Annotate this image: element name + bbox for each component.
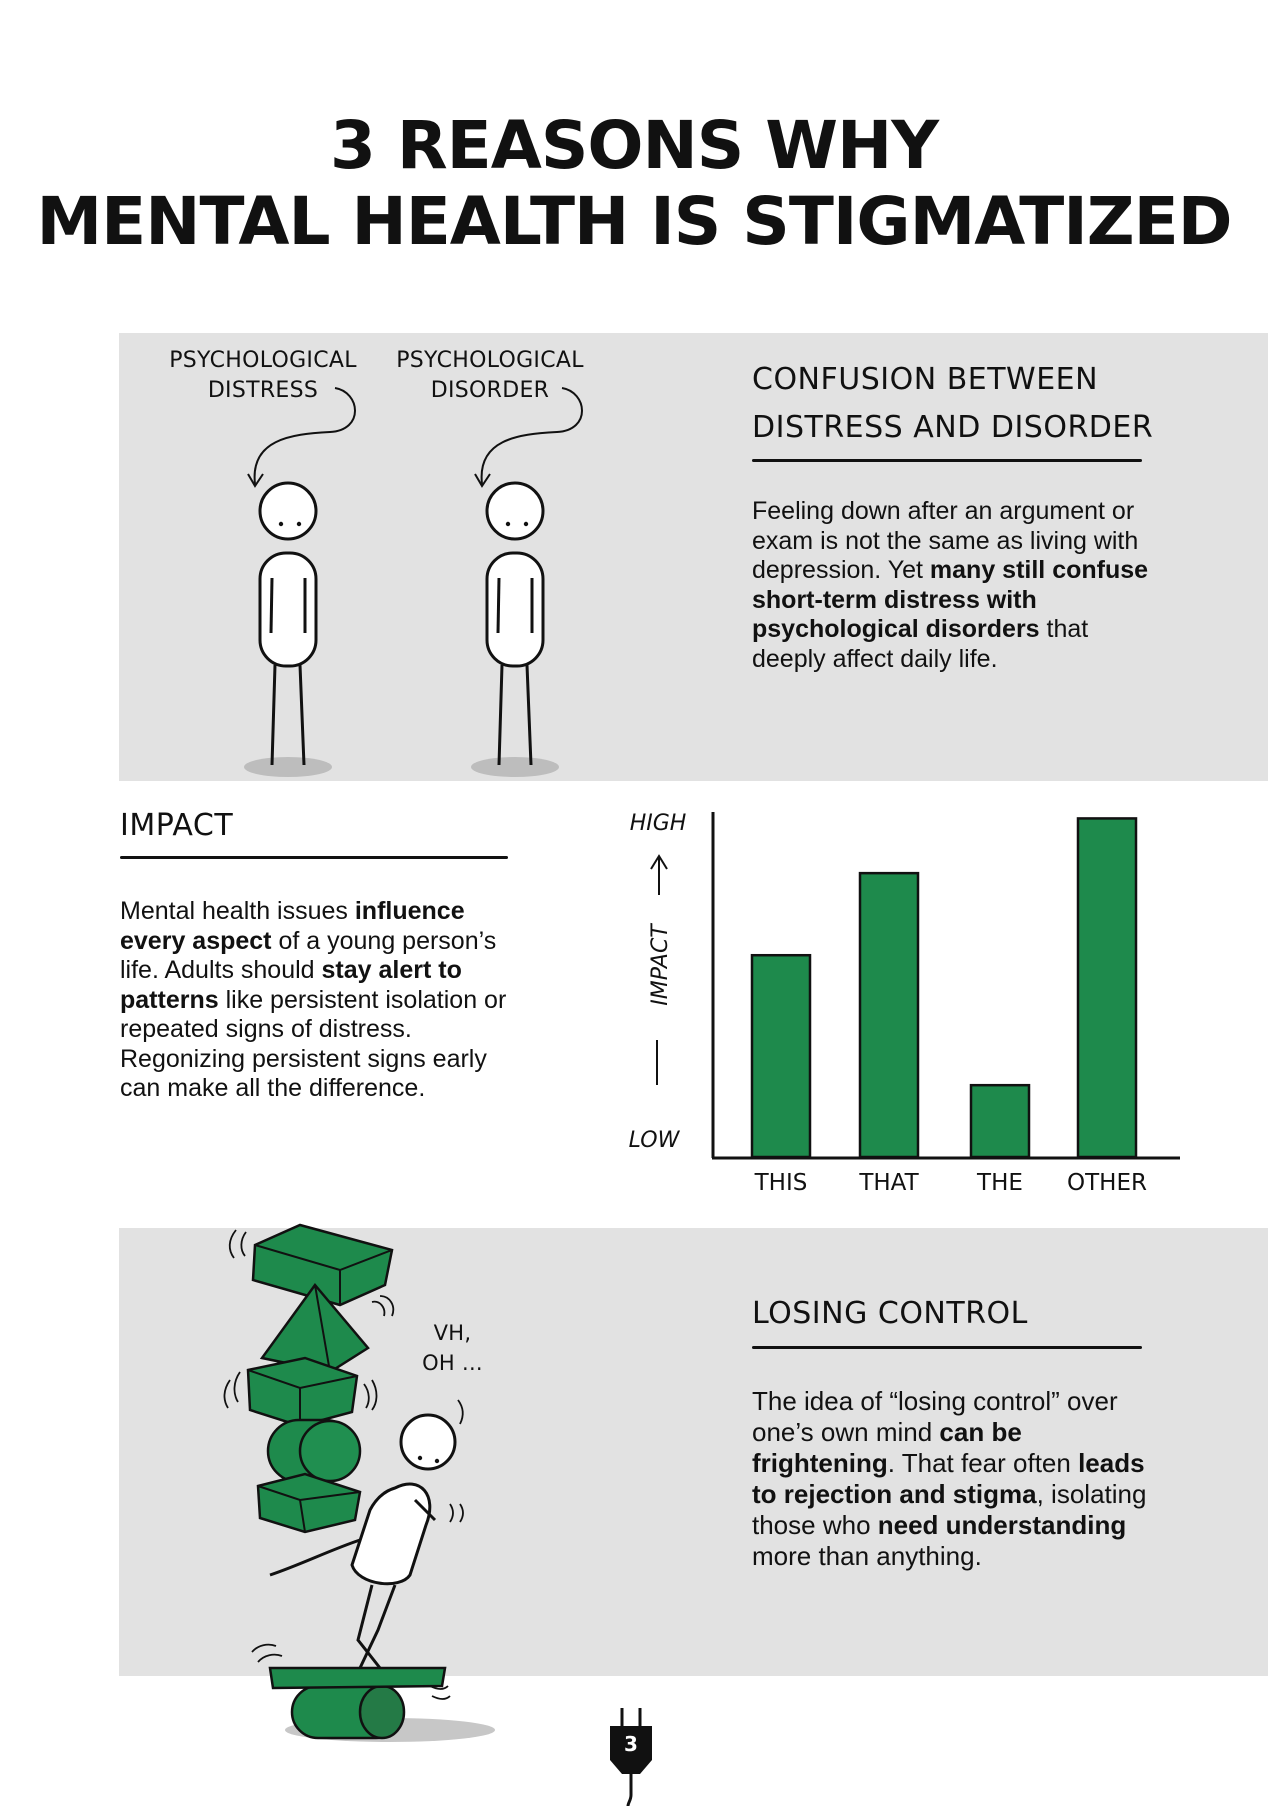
x-tick-label-the: THE xyxy=(977,1170,1023,1196)
section2-body: Mental health issues influence every aspect of a young person’s life. Adults should stay alert to patterns like persistent isolation or repeated signs of distress. Regonizing persistent signs early can make all the difference. xyxy=(120,897,507,1102)
speech-text: VH, OH ... xyxy=(422,1321,483,1375)
section3-heading: LOSING CONTROL xyxy=(752,1296,1028,1331)
title-line-2: MENTAL HEALTH IS STIGMATIZED xyxy=(36,183,1232,260)
x-tick-label-other: OTHER xyxy=(1067,1170,1147,1196)
label-psychological-distress: PSYCHOLOGICAL DISTRESS xyxy=(169,348,357,403)
section3-body: The idea of “losing control” over one’s own mind can be frightening. That fear often leads to rejection and stigma, isolating those who need understanding more than anything. xyxy=(752,1386,1147,1571)
section1-body: Feeling down after an argument or exam is not the same as living with depression. Yet many still confuse short-term distress with psychological disorders that deeply affect daily life. xyxy=(752,497,1149,673)
section1-heading: CONFUSION BETWEEN DISTRESS AND DISORDER xyxy=(752,362,1154,445)
label-psychological-disorder: PSYCHOLOGICAL DISORDER xyxy=(396,348,584,403)
x-tick-label-this: THIS xyxy=(754,1170,808,1196)
x-tick-label-that: THAT xyxy=(859,1170,919,1196)
section2-heading: IMPACT xyxy=(120,808,234,843)
y-high-label: HIGH xyxy=(629,811,687,836)
y-low-label: LOW xyxy=(628,1128,680,1153)
title-line-1: 3 REASONS WHY xyxy=(329,107,939,184)
page-number: 3 xyxy=(624,1732,638,1756)
y-axis-title: IMPACT xyxy=(648,924,673,1006)
